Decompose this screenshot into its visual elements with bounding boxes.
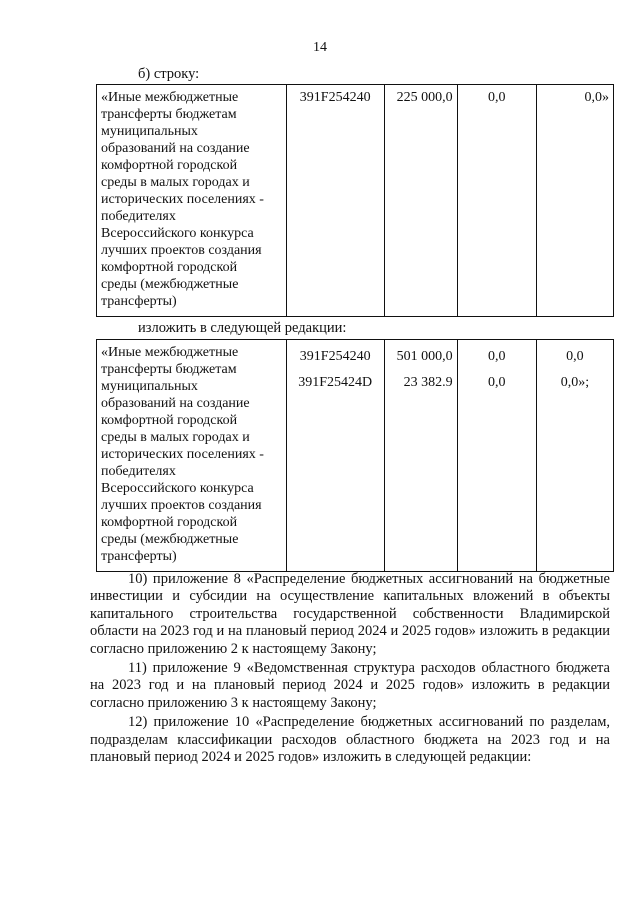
new-row-2023-2: 23 382.9 <box>403 375 453 390</box>
new-row-name: «Иные межбюджетные трансферты бюджетам муниципальных образований на создание комфортной городской среды в малых городах и исторических поселениях - победителях Всероссийского конкурса лучших проектов создания комфортной городской среды (межбюджетные трансферты) <box>97 340 287 572</box>
body-paragraphs <box>90 571 610 768</box>
old-row-value-2024: 0,0 <box>457 85 536 317</box>
new-row-code-1: 391F254240 <box>299 349 371 364</box>
table-row <box>97 85 614 317</box>
new-row-2024-2: 0,0 <box>487 375 506 390</box>
table-row <box>97 340 614 572</box>
new-row-table <box>96 339 614 572</box>
old-row-name: «Иные межбюджетные трансферты бюджетам муниципальных образований на создание комфортной городской среды в малых городах и исторических поселениях - победителях Всероссийского конкурса лучших проектов создания комфортной городской среды (межбюджетные трансферты) <box>97 85 287 317</box>
label-new-edition: изложить в следующей редакции: <box>138 320 347 336</box>
new-row-2025-2: 0,0»; <box>560 375 590 390</box>
new-row-2025-1: 0,0 <box>566 349 584 364</box>
page-number: 14 <box>313 40 327 55</box>
paragraph-12: 12) приложение 10 «Распределение бюджетных ассигнований по разделам, подразделам классификации расходов областного бюджета на 2023 год и на плановый период 2024 и 2025 годов» изложить в следующей редакции: <box>90 714 610 766</box>
old-row-value-2023: 225 000,0 <box>384 85 457 317</box>
paragraph-10: 10) приложение 8 «Распределение бюджетных ассигнований на бюджетные инвестиции и субсидии на осуществление капитальных вложений в объекты капитального строительства государственной собственности Владимирской области на 2023 год и на плановый период 2024 и 2025 годов» изложить в редакции согласно приложению 2 к настоящему Закону; <box>90 571 610 657</box>
label-b-row: б) строку: <box>138 66 200 82</box>
old-row-table <box>96 84 614 317</box>
new-row-code-2: 391F25424D <box>298 375 373 390</box>
paragraph-11: 11) приложение 9 «Ведомственная структура расходов областного бюджета на 2023 год и на плановый период 2024 и 2025 годов» изложить в редакции согласно приложению 3 к настоящему Закону; <box>90 660 610 711</box>
new-row-2024-1: 0,0 <box>487 349 506 364</box>
old-row-code: 391F254240 <box>286 85 384 317</box>
new-row-2023-1: 501 000,0 <box>396 349 453 364</box>
old-row-value-2025: 0,0» <box>536 85 613 317</box>
